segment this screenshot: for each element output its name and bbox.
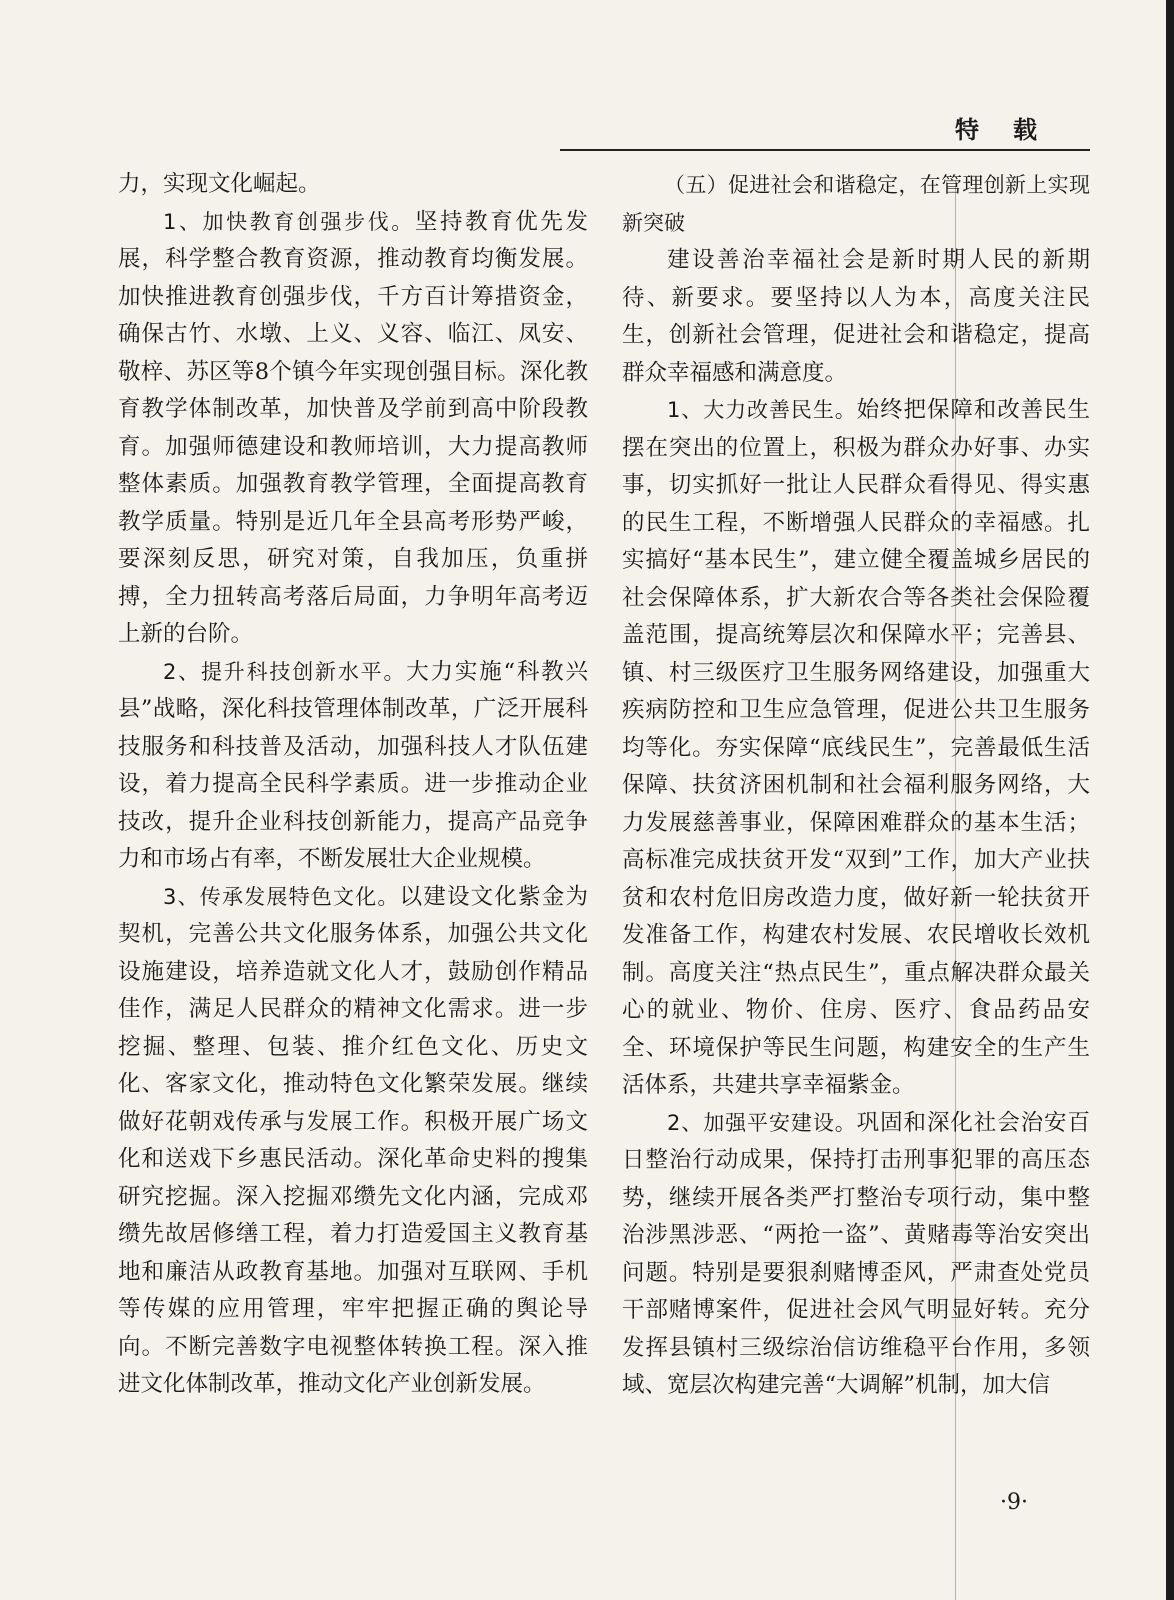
- left-column: [118, 166, 588, 1404]
- paragraph-lead: 1、加快教育创强步伐。: [163, 209, 415, 234]
- header-rule: [560, 149, 1090, 151]
- page-number: ·9·: [1000, 1490, 1028, 1515]
- section-heading: （五）促进社会和谐稳定，在管理创新上实现新突破: [622, 173, 1090, 235]
- paragraph: 力，实现文化崛起。: [118, 171, 321, 197]
- paragraph: [622, 392, 1090, 1105]
- paragraph-body: 坚持教育优先发展，科学整合教育资源，推动教育均衡发展。加快推进教育创强步伐，千方百计筹措资金，确保古竹、水墩、上义、义容、临江、凤安、敬梓、苏区等8个镇今年实现创强目标。深化教育教学体制改革，加快普及学前到高中阶段教育。加强师德建设和教师培训，大力提高教师整体素质。加强教育教学管理，全面提高教育教学质量。特别是近几年全县高考形势严峻，要深刻反思，研究对策，自我加压，负重拼搏，全力扭转高考落后局面，力争明年高考迈上新的台阶。: [118, 208, 588, 647]
- paragraph-body: 巩固和深化社会治安百日整治行动成果，保持打击刑事犯罪的高压态势，继续开展各类严打整治专项行动，集中整治涉黑涉恶、“两抢一盗”、黄赌毒等治安突出问题。特别是要狠刹赌博歪风，严肃查处党员干部赌博案件，促进社会风气明显好转。充分发挥县镇村三级综治信访维稳平台作用，多领域、宽层次构建完善“大调解”机制，加大信: [622, 1109, 1090, 1398]
- right-column: [622, 166, 1090, 1405]
- paragraph: 建设善治幸福社会是新时期人民的新期待、新要求。要坚持以人为本，高度关注民生，创新社会管理，促进社会和谐稳定，提高群众幸福感和满意度。: [622, 247, 1090, 386]
- paragraph-body: 大力实施“科教兴县”战略，深化科技管理体制改革，广泛开展科技服务和科技普及活动，加强科技人才队伍建设，着力提高全民科学素质。进一步推动企业技改，提升企业科技创新能力，提高产品竞争力和市场占有率，不断发展壮大企业规模。: [118, 658, 588, 872]
- paragraph-body: 以建设文化紫金为契机，完善公共文化服务体系，加强公共文化设施建设，培养造就文化人才，鼓励创作精品佳作，满足人民群众的精神文化需求。进一步挖掘、整理、包装、推介红色文化、历史文化、客家文化，推动特色文化繁荣发展。继续做好花朝戏传承与发展工作。积极开展广场文化和送戏下乡惠民活动。深化革命史料的搜集研究挖掘。深入挖掘邓缵先文化内涵，完成邓缵先故居修缮工程，着力打造爱国主义教育基地和廉洁从政教育基地。加强对互联网、手机等传媒的应用管理，牢牢把握正确的舆论导向。不断完善数字电视整体转换工程。深入推进文化体制改革，推动文化产业创新发展。: [118, 883, 588, 1397]
- paragraph-body: 始终把保障和改善民生摆在突出的位置上，积极为群众办好事、办实事，切实抓好一批让人民群众看得见、得实惠的民生工程，不断增强人民群众的幸福感。扎实搞好“基本民生”，建立健全覆盖城乡居民的社会保障体系，扩大新农合等各类社会保险覆盖范围，提高统筹层次和保障水平；完善县、镇、村三级医疗卫生服务网络建设，加强重大疾病防控和卫生应急管理，促进公共卫生服务均等化。夯实保障“底线民生”，完善最低生活保障、扶贫济困机制和社会福利服务网络，大力发展慈善事业，保障困难群众的基本生活；高标准完成扶贫开发“双到”工作，加大产业扶贫和农村危旧房改造力度，做好新一轮扶贫开发准备工作，构建农村发展、农民增收长效机制。高度关注“热点民生”，重点解决群众最关心的就业、物价、住房、医疗、食品药品安全、环境保护等民生问题，构建安全的生产生活体系，共建共享幸福紫金。: [622, 397, 1090, 1098]
- scan-edge: [1166, 0, 1174, 1600]
- paragraph: [118, 879, 588, 1404]
- paragraph-lead: 3、传承发展特色文化。: [163, 884, 400, 909]
- paragraph-lead: 2、提升科技创新水平。: [163, 659, 407, 684]
- paragraph: [118, 204, 588, 654]
- paragraph: [622, 1105, 1090, 1405]
- paragraph: [118, 654, 588, 879]
- paragraph-lead: 1、大力改善民生。: [667, 398, 857, 422]
- running-header: 特载: [955, 115, 1071, 144]
- paragraph-lead: 2、加强平安建设。: [667, 1110, 857, 1135]
